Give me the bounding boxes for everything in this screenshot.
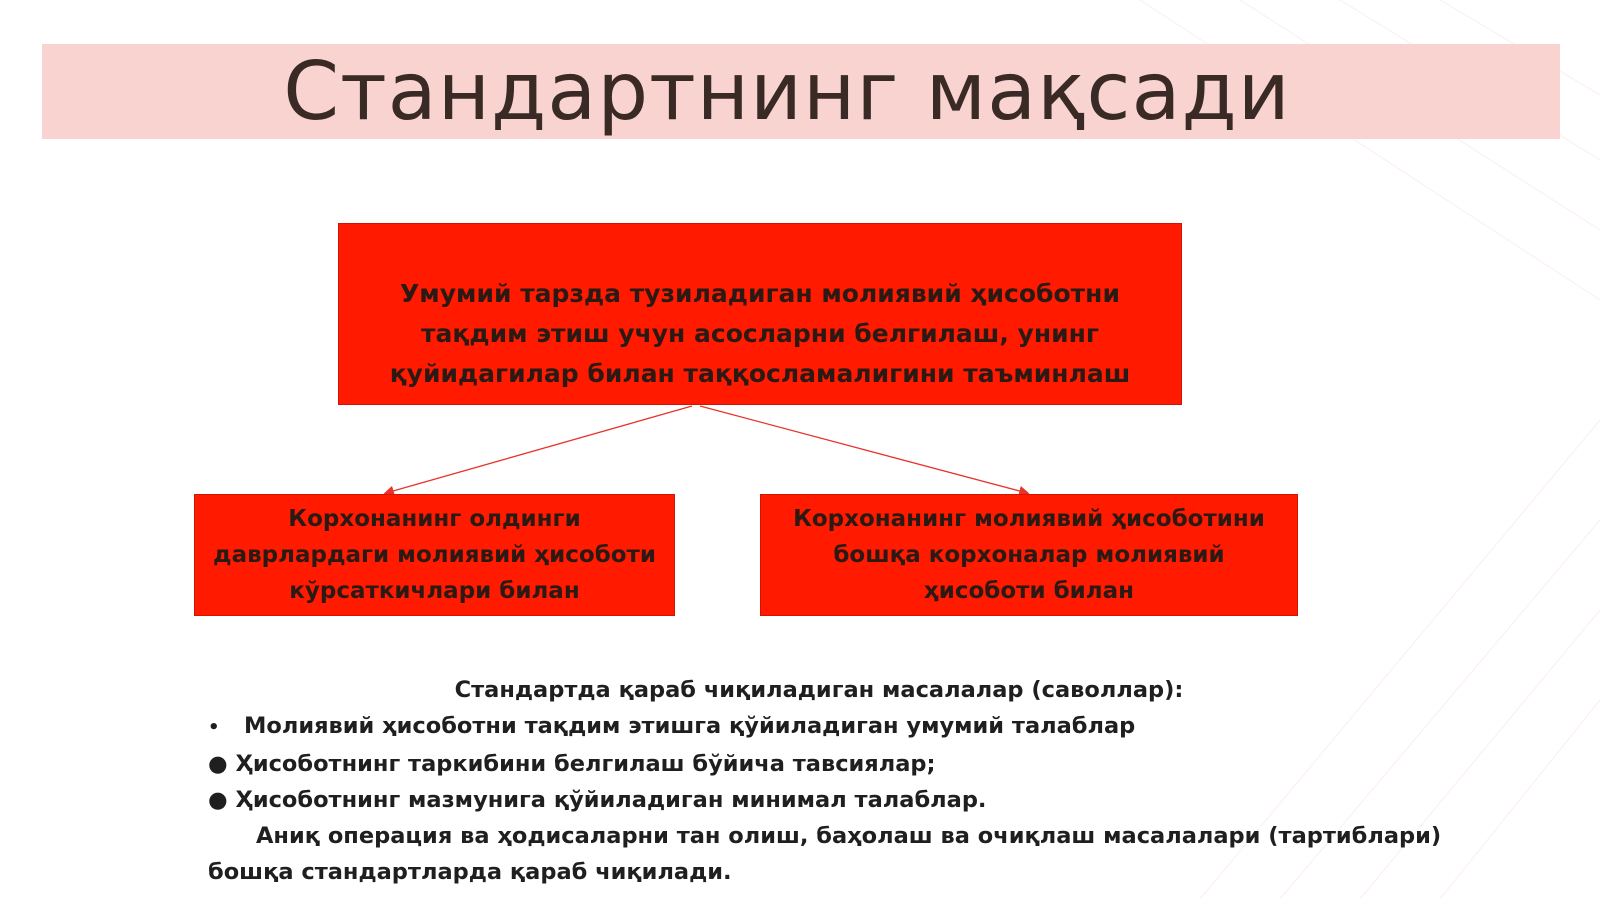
other-companies-text: Корхонанинг молиявий ҳисоботини бошқа корхоналар молиявий ҳисоботи билан: [793, 506, 1265, 604]
issue-item-1-text: Молиявий ҳисоботни тақдим этишга қўйиладиган умумий талаблар: [244, 713, 1136, 739]
issues-text-block: [208, 672, 1458, 890]
main-goal-box: [338, 223, 1182, 405]
connector-right: [700, 406, 1027, 493]
connector-left: [386, 406, 692, 493]
main-goal-text: Умумий тарзда тузиладиган молиявий ҳисоботни тақдим этиш учун асосларни белгилаш, унинг қуйидагилар билан таққосламалигини таъминлаш: [389, 279, 1131, 388]
closing-paragraph: Аниқ операция ва ҳодисаларни тан олиш, баҳолаш ва очиқлаш масалалари (тартиблари) бошқа стандартларда қараб чиқилади.: [208, 823, 1442, 885]
issue-item-1: [208, 708, 1458, 746]
issues-heading: Стандартда қараб чиқиладиган масалалар (саволлар):: [454, 677, 1184, 703]
issue-item-3: ● Ҳисоботнинг мазмунига қўйиладиган минимал талаблар.: [208, 787, 987, 813]
previous-periods-text: Корхонанинг олдинги даврлардаги молиявий ҳисоботи кўрсаткичлари билан: [213, 506, 656, 604]
issue-item-2: ● Ҳисоботнинг таркибини белгилаш бўйича тавсиялар;: [208, 751, 936, 777]
previous-periods-box: [194, 494, 675, 616]
other-companies-box: [760, 494, 1298, 616]
slide-title: Стандартнинг мақсади: [283, 44, 1291, 138]
bullet-icon: •: [208, 717, 220, 738]
